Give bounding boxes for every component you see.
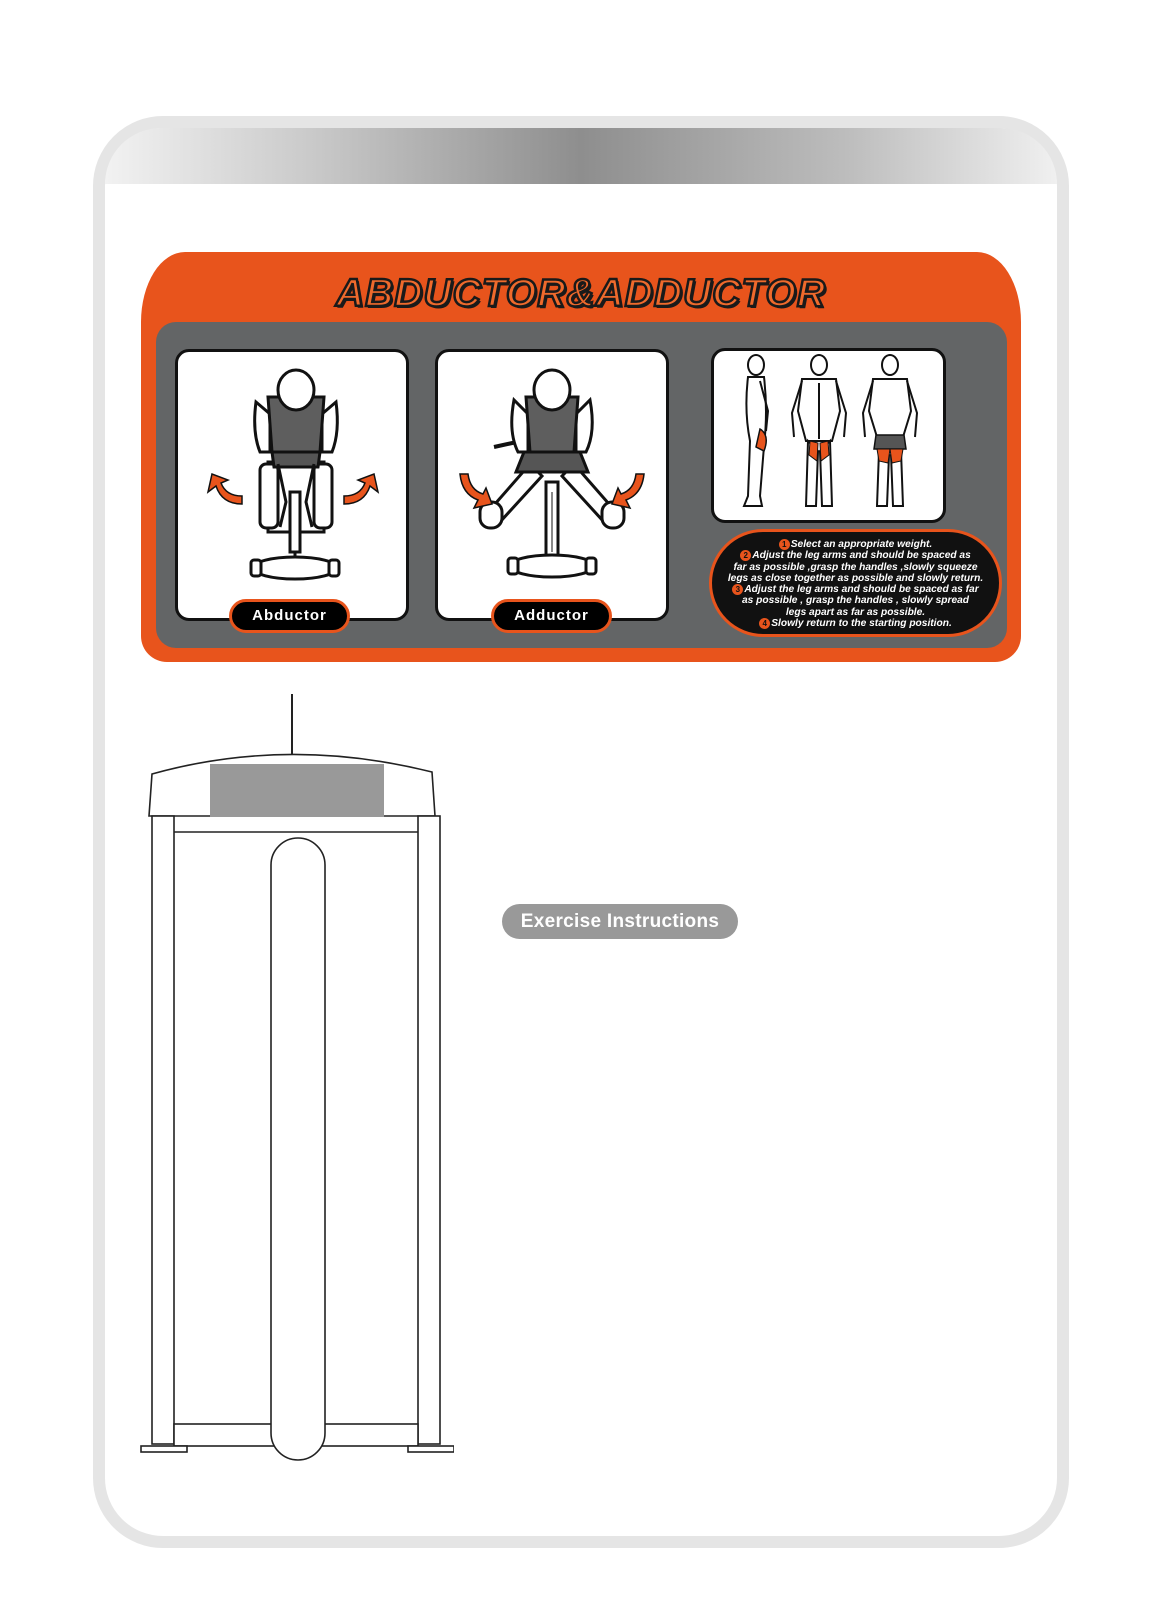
adductor-illustration-panel [435, 349, 669, 621]
abductor-figure-icon [178, 352, 406, 618]
header-band [105, 128, 1057, 184]
step-1-line-1: Select an appropriate weight. [790, 539, 933, 550]
machine-front-view-drawing [138, 750, 454, 1506]
step-2-number: 2 [740, 550, 751, 561]
muscle-diagram-panel [711, 348, 946, 523]
step-2-line-2: far as possible ,grasp the handles ,slowly squeeze [733, 561, 978, 573]
abductor-illustration-panel [175, 349, 409, 621]
step-3-line-2: as possible , grasp the handles , slowly spread [741, 595, 970, 607]
placard-inner-panel [156, 322, 1007, 648]
exercise-instructions-badge: Exercise Instructions [502, 904, 738, 939]
step-2-line-1: Adjust the leg arms and should be spaced as [752, 550, 971, 562]
step-2 [712, 550, 999, 584]
abductor-label: Abductor [229, 599, 350, 633]
step-3-number: 3 [732, 584, 743, 595]
adductor-figure-icon [438, 352, 666, 618]
muscle-anatomy-icon [714, 351, 943, 520]
step-3 [712, 584, 999, 618]
exercise-steps [709, 529, 1002, 637]
placard-title: ABDUCTOR&ADDUCTOR [335, 272, 827, 315]
exercise-placard [141, 252, 1021, 662]
step-2-line-3: legs as close together as possible and slowly return. [727, 572, 984, 584]
step-4 [712, 618, 999, 629]
step-4-number: 4 [759, 618, 770, 629]
step-3-line-1: Adjust the leg arms and should be spaced as far [744, 584, 979, 596]
adductor-label: Adductor [491, 599, 612, 633]
step-3-line-3: legs apart as far as possible. [785, 606, 926, 618]
step-1-number: 1 [779, 539, 790, 550]
step-4-line-1: Slowly return to the starting position. [771, 618, 952, 630]
step-1 [712, 539, 999, 550]
